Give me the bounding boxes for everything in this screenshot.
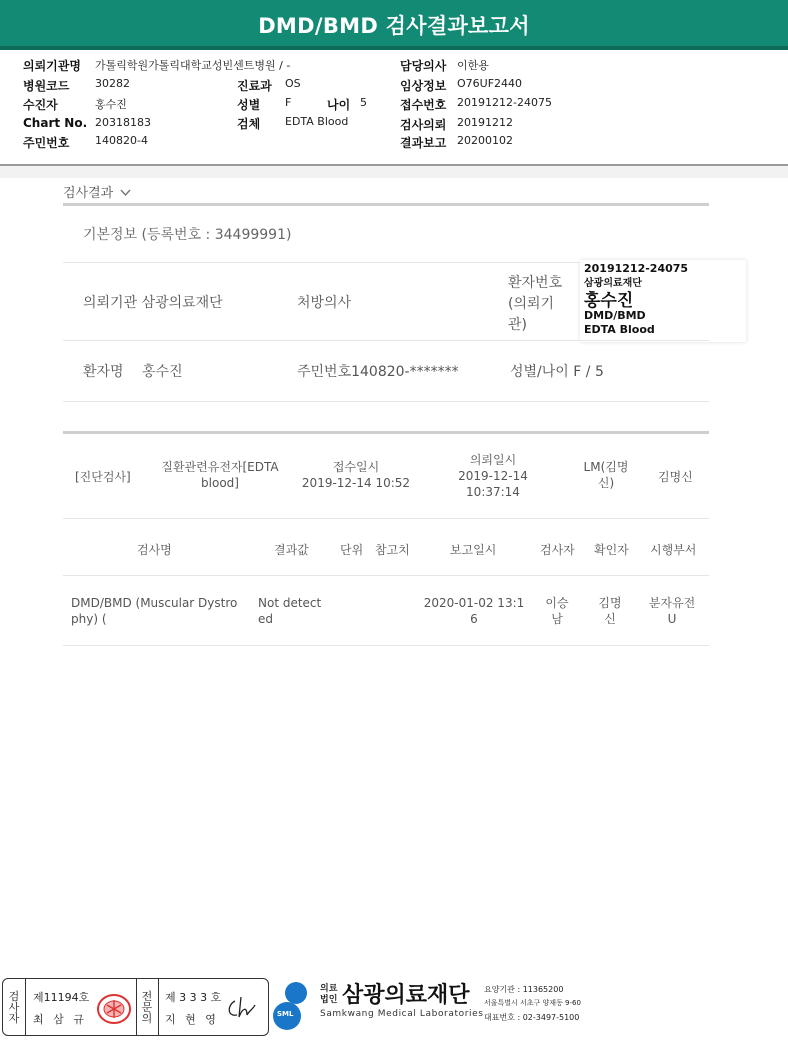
cell-result: Not detected (258, 596, 322, 626)
rrn-label: 주민번호 (23, 136, 70, 150)
col-header-confirmer: 확인자 (594, 543, 629, 557)
dept-label: 진료과 (237, 79, 272, 93)
col-header-unit: 단위 (340, 543, 364, 557)
lab-manager-name: 김명신 (658, 470, 693, 484)
col-header-result: 결과값 (274, 543, 309, 557)
phone: 대표번호 : 02-3497-5100 (484, 1013, 580, 1022)
signature-box (2, 978, 269, 1036)
basic-info-title: 기본정보 (등록번호 : 34499991) (83, 227, 292, 243)
sex-age-value: F / 5 (573, 364, 604, 380)
cell-tester: 이승남 (545, 596, 569, 626)
cell-reported: 2020-01-02 13:16 (423, 596, 525, 626)
logo-prefix-top: 의료 (320, 984, 338, 994)
section-rule (63, 431, 709, 434)
sticker-patient: 홍수진 (584, 291, 634, 311)
row-divider (63, 340, 709, 341)
accession-label: 접수번호 (400, 98, 447, 112)
hospital-code-label: 병원코드 (23, 79, 70, 93)
report-header (0, 50, 788, 166)
rrn-info-label: 주민번호 (297, 364, 352, 380)
report-date-label: 결과보고 (400, 136, 447, 150)
institution-label: 의뢰기관명 (23, 59, 81, 73)
patient-value: 홍수진 (95, 98, 127, 111)
clinical-label: 임상정보 (400, 79, 447, 93)
sex-label: 성별 (237, 98, 261, 112)
age-value: 5 (360, 96, 367, 109)
accession-value: 20191212-24075 (457, 96, 552, 109)
patient-no-label: 환자번호 (의뢰기관) (508, 275, 563, 333)
specimen-label-sticker (580, 260, 746, 342)
specialist-signature (225, 993, 261, 1027)
chart-value: 20318183 (95, 116, 151, 129)
tester-seal (95, 991, 133, 1031)
sticker-specimen: EDTA Blood (584, 323, 655, 336)
requested-label: 의뢰일시 (469, 453, 517, 467)
rrn-info (297, 361, 459, 381)
report-date-value: 20200102 (457, 134, 513, 147)
lab-manager: LM(김명신) (583, 460, 629, 490)
rrn-info-value: 140820-******* (351, 364, 459, 380)
sex-value: F (285, 96, 292, 109)
care-institution-no: 요양기관 : 11365200 (484, 985, 564, 994)
signature-divider (136, 979, 137, 1035)
hospital-code-value: 30282 (95, 77, 130, 90)
chevron-down-icon[interactable] (120, 186, 131, 201)
specialist-license: 제 3 3 3 호 (165, 991, 222, 1004)
institution-info-value: 삼광의료재단 (141, 295, 223, 311)
patient-name-value: 홍수진 (142, 364, 183, 380)
signature-divider (25, 979, 26, 1035)
header-divider-band (0, 166, 788, 178)
row-divider (63, 401, 709, 402)
report-title: DMD/BMD 검사결과보고서 (258, 14, 530, 38)
chart-label: Chart No. (23, 116, 88, 130)
patient-name-label: 환자명 (83, 364, 124, 380)
logo-prefix-bottom: 법인 (320, 995, 338, 1005)
cell-confirmer: 김명신 (598, 596, 622, 626)
logo-name: 삼광의료재단 (342, 983, 470, 1008)
tester-name: 최 삼 규 (33, 1013, 87, 1026)
specimen-value: EDTA Blood (285, 115, 349, 128)
col-header-reference: 참고치 (375, 543, 410, 557)
patient-label: 수진자 (23, 98, 58, 112)
tester-license: 제11194호 (33, 991, 90, 1004)
results-section-header[interactable] (63, 182, 131, 201)
clinical-value: O76UF2440 (457, 77, 523, 90)
row-divider (63, 575, 709, 576)
col-header-test-name: 검사명 (137, 543, 172, 557)
sml-logo-icon (272, 979, 314, 1037)
institution-info (83, 292, 223, 312)
sticker-accession: 20191212-24075 (584, 262, 689, 275)
cell-test-name: DMD/BMD (Muscular Dystrophy) ( (71, 596, 238, 626)
patient-name-info (83, 361, 183, 381)
signature-divider (158, 979, 159, 1035)
logo-english: Samkwang Medical Laboratories (320, 1009, 484, 1019)
col-header-tester: 검사자 (540, 543, 575, 557)
institution-info-label: 의뢰기관 (83, 295, 138, 311)
results-section-title: 검사결과 (63, 186, 114, 201)
requested-value: 2019-12-14 10:37:14 (458, 469, 528, 499)
sticker-test: DMD/BMD (584, 309, 646, 322)
prescriber-label: 처방의사 (297, 295, 352, 311)
sticker-lab: 삼광의료재단 (584, 278, 642, 289)
col-header-department: 시행부서 (650, 543, 697, 557)
received-value: 2019-12-14 10:52 (301, 476, 411, 490)
request-value: 20191212 (457, 116, 513, 129)
received-datetime (300, 459, 412, 491)
report-footer (0, 975, 788, 1043)
age-label: 나이 (327, 98, 351, 112)
specialist-name: 지 현 영 (165, 1013, 219, 1026)
row-divider (63, 518, 709, 519)
col2-title: 전문의 (141, 990, 153, 1025)
doctor-value: 이한용 (457, 59, 489, 72)
sex-age-label: 성별/나이 (510, 364, 569, 380)
section-rule (63, 203, 709, 206)
row-divider (63, 645, 709, 646)
specimen-label: 검체 (237, 117, 261, 131)
order-test-name[interactable]: 질환관련유전자[EDTA blood] (161, 460, 279, 490)
sex-age-info (510, 361, 604, 381)
request-label: 검사의뢰 (400, 118, 447, 132)
requested-datetime (432, 452, 554, 500)
col-header-reported: 보고일시 (450, 543, 497, 557)
address: 서울특별시 서초구 양재동 9-60 (484, 999, 581, 1007)
report-title-bar (0, 0, 788, 50)
order-type: [진단검사] (75, 470, 131, 484)
institution-value: 가톨릭학원가톨릭대학교성빈센트병원 / - (95, 59, 291, 72)
dept-value: OS (285, 77, 301, 90)
col1-title: 검사자 (8, 990, 20, 1025)
cell-department: 분자유전U (648, 596, 696, 626)
rrn-value: 140820-4 (95, 134, 148, 147)
logo-badge: SML (277, 1010, 294, 1018)
doctor-label: 담당의사 (400, 59, 447, 73)
received-label: 접수일시 (332, 460, 380, 474)
